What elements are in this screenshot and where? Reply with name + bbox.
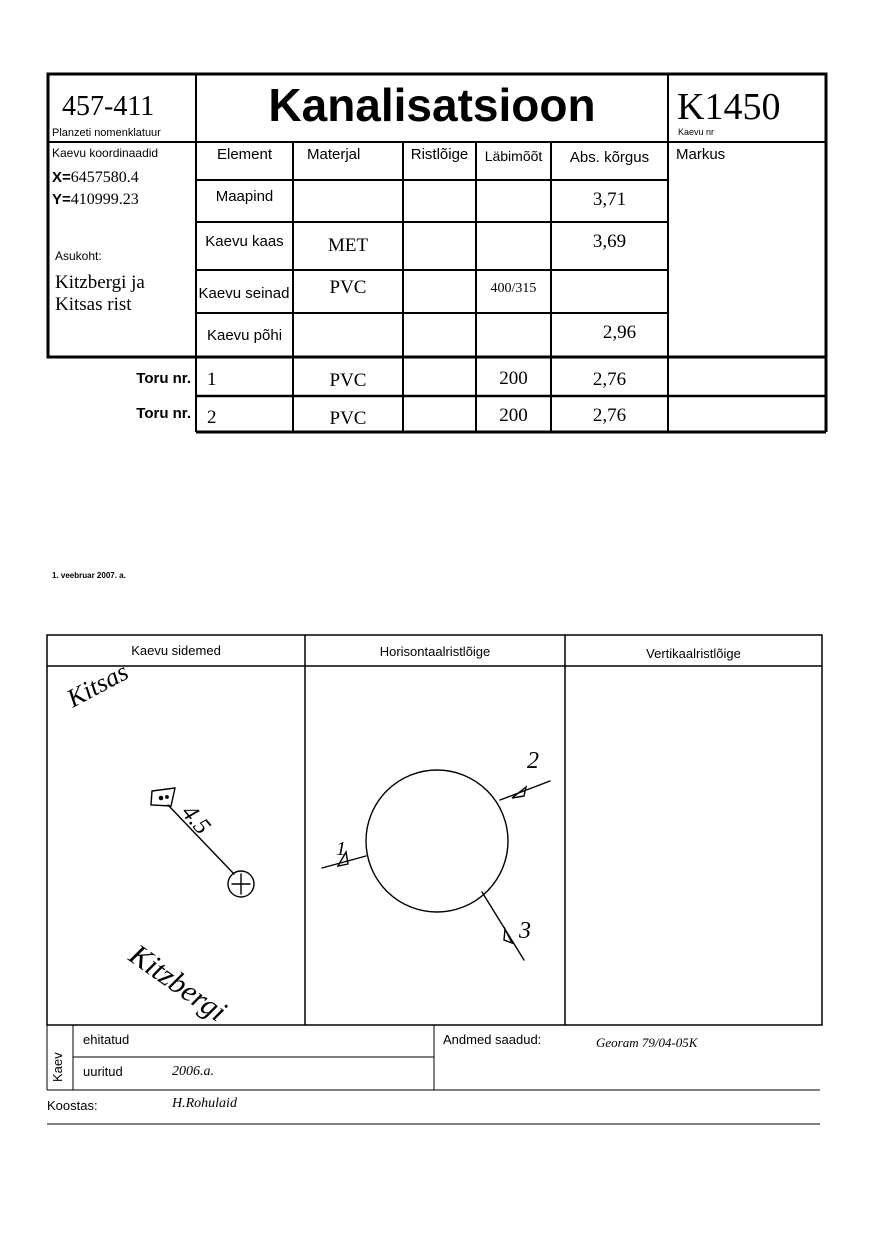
- source-value: Georam 79/04-05K: [596, 1035, 698, 1050]
- sketch-col-horizontal: Horisontaalristlõige: [379, 644, 491, 659]
- sketch-col-ties: Kaevu sidemed: [131, 643, 221, 658]
- pipe-1-diameter: 200: [499, 405, 528, 426]
- row-2-material: PVC: [329, 277, 367, 298]
- row-2-element: Kaevu seinad: [198, 285, 290, 302]
- row-1-element: Kaevu kaas: [205, 233, 284, 250]
- author-value: H.Rohulaid: [172, 1096, 237, 1111]
- surveyed-label: uuritud: [83, 1064, 123, 1079]
- sketch-col-vertical: Vertikaalristlõige: [646, 646, 741, 661]
- row-0-element: Maapind: [215, 188, 274, 205]
- pipe-0-diameter: 200: [499, 368, 528, 389]
- col-height: Abs. kõrgus: [569, 149, 650, 166]
- street-label-bottom: Kitzbergi: [123, 938, 233, 1029]
- nomenclature-value: 457-411: [62, 91, 155, 122]
- row-2-diameter: 400/315: [490, 281, 537, 296]
- pipe-1-label: Toru nr.: [136, 405, 191, 422]
- col-diameter: Läbimõõt: [484, 148, 543, 164]
- well-number-value: K1450: [677, 86, 781, 128]
- location-value: [55, 272, 145, 316]
- pipe-1-number: 2: [207, 407, 217, 428]
- location-line-1: Kitzbergi ja: [55, 272, 145, 293]
- pipe-0-height: 2,76: [592, 369, 627, 390]
- pipe-1-height: 2,76: [592, 405, 627, 426]
- coord-x-label: X=: [52, 169, 71, 186]
- pipe-label-1: 1: [336, 838, 346, 860]
- document-date: 1. veebruar 2007. a.: [52, 571, 126, 580]
- footer-side-label: Kaev: [50, 1052, 65, 1082]
- manhole-section-circle: [366, 770, 508, 912]
- pipe-0-label: Toru nr.: [136, 370, 191, 387]
- pipe-label-3: 3: [519, 918, 531, 944]
- surveyed-value: 2006.a.: [172, 1064, 214, 1079]
- row-3-element: Kaevu põhi: [206, 327, 283, 344]
- pipe-3-line: [482, 892, 524, 960]
- coord-y-value: 410999.23: [70, 191, 139, 208]
- nomenclature-label: Planzeti nomenklatuur: [52, 127, 161, 139]
- built-label: ehitatud: [83, 1032, 130, 1047]
- pipe-0-material: PVC: [329, 370, 367, 391]
- coords-label: Kaevu koordinaadid: [52, 146, 159, 160]
- col-element: Element: [216, 146, 273, 163]
- row-1-height: 3,69: [592, 231, 627, 252]
- source-label: Andmed saadud:: [443, 1032, 542, 1047]
- row-1-material: MET: [327, 235, 369, 256]
- row-3-height: 2,96: [602, 322, 637, 343]
- pipe-0-number: 1: [207, 369, 217, 390]
- location-line-2: Kitsas rist: [55, 294, 132, 315]
- well-number-label: Kaevu nr: [678, 127, 715, 137]
- col-note: Markus: [676, 146, 726, 163]
- distance-label: 4.5: [176, 800, 216, 840]
- col-crosssection: Ristlõige: [410, 146, 469, 163]
- location-label: Asukoht:: [55, 249, 102, 263]
- col-material: Materjal: [307, 146, 361, 163]
- street-label-top: Kitsas: [61, 656, 133, 714]
- pipe-label-2: 2: [527, 748, 539, 774]
- page-title: Kanalisatsioon: [268, 79, 596, 131]
- coord-x-value: 6457580.4: [70, 169, 139, 186]
- row-0-height: 3,71: [592, 189, 627, 210]
- coord-y-label: Y=: [52, 191, 71, 208]
- author-label: Koostas:: [47, 1098, 98, 1113]
- pipe-1-material: PVC: [329, 408, 367, 429]
